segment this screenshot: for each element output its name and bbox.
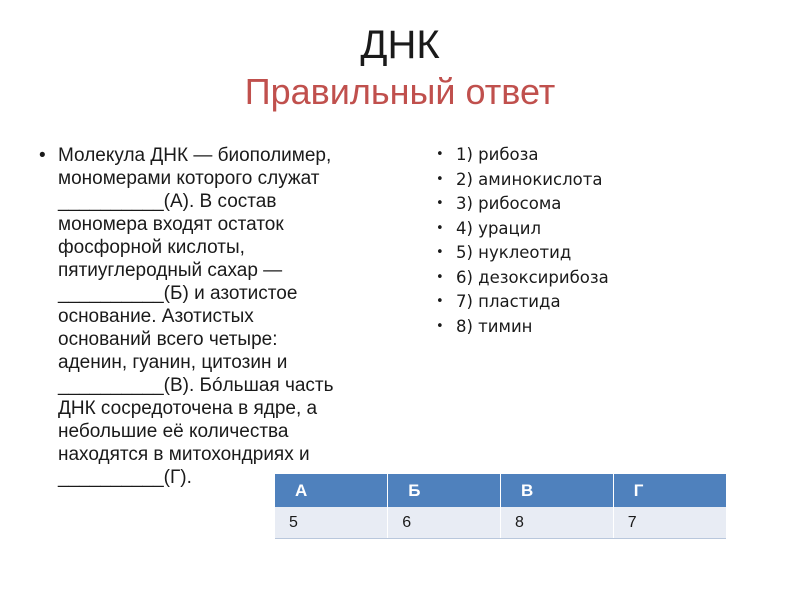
- question-line: оснований всего четыре:: [58, 329, 278, 350]
- option-label: 8) тимин: [456, 316, 533, 336]
- answer-value-row: [275, 507, 726, 539]
- option-item: [436, 217, 766, 242]
- question-line: небольшие её количества: [58, 421, 289, 442]
- answer-value-b: 6: [388, 507, 501, 539]
- question-line: __________(А). В состав: [58, 191, 277, 212]
- answer-header-b: Б: [388, 474, 501, 507]
- question-line: __________(Г).: [58, 467, 192, 488]
- question-line: мономерами которого служат: [58, 168, 320, 189]
- answer-value-g: 7: [613, 507, 726, 539]
- options-list: [436, 143, 766, 339]
- bullet-icon: •: [39, 145, 46, 166]
- option-item: [436, 143, 766, 168]
- question-line: __________(В). Бóльшая часть: [58, 375, 334, 396]
- answer-header-a: А: [275, 474, 388, 507]
- bullet-icon: •: [436, 269, 444, 285]
- option-item: [436, 315, 766, 340]
- option-label: 6) дезоксирибоза: [456, 267, 609, 287]
- answer-header-g: Г: [613, 474, 726, 507]
- slide-subtitle: Правильный ответ: [244, 71, 556, 112]
- option-item: [436, 290, 766, 315]
- question-line: __________(Б) и азотистое: [58, 283, 298, 304]
- question-line: аденин, гуанин, цитозин и: [58, 352, 288, 373]
- question-line: Молекула ДНК — биополимер,: [58, 145, 332, 166]
- answer-header-v: В: [501, 474, 614, 507]
- bullet-icon: •: [436, 147, 444, 162]
- bullet-icon: •: [436, 245, 444, 260]
- answer-value-a: 5: [275, 507, 388, 539]
- option-label: 1) рибоза: [456, 145, 539, 164]
- question-line: мономера входят остаток: [58, 214, 284, 235]
- option-item: [436, 266, 766, 291]
- bullet-icon: •: [436, 220, 444, 236]
- slide-title: ДНК: [360, 23, 440, 67]
- question-line: фосфорной кислоты,: [58, 237, 245, 258]
- answer-table: [275, 474, 726, 539]
- answer-header-row: [275, 474, 726, 507]
- question-line: пятиуглеродный сахар —: [58, 260, 283, 281]
- option-item: [436, 241, 766, 266]
- question-line: находятся в митохондриях и: [58, 444, 310, 465]
- option-label: 7) пластида: [456, 292, 561, 311]
- bullet-icon: •: [436, 318, 444, 334]
- bullet-icon: •: [436, 196, 444, 211]
- question-line: ДНК сосредоточена в ядре, а: [58, 398, 318, 419]
- option-label: 3) рибосома: [456, 194, 562, 213]
- answer-value-v: 8: [501, 507, 614, 539]
- question-text: [39, 144, 398, 489]
- option-item: [436, 168, 766, 193]
- title-block: [0, 22, 800, 114]
- bullet-icon: •: [436, 171, 444, 187]
- question-line: основание. Азотистых: [58, 306, 254, 327]
- option-label: 5) нуклеотид: [456, 243, 572, 262]
- option-label: 4) урацил: [456, 218, 542, 238]
- option-label: 2) аминокислота: [456, 169, 603, 189]
- option-item: [436, 192, 766, 217]
- bullet-icon: •: [436, 294, 444, 309]
